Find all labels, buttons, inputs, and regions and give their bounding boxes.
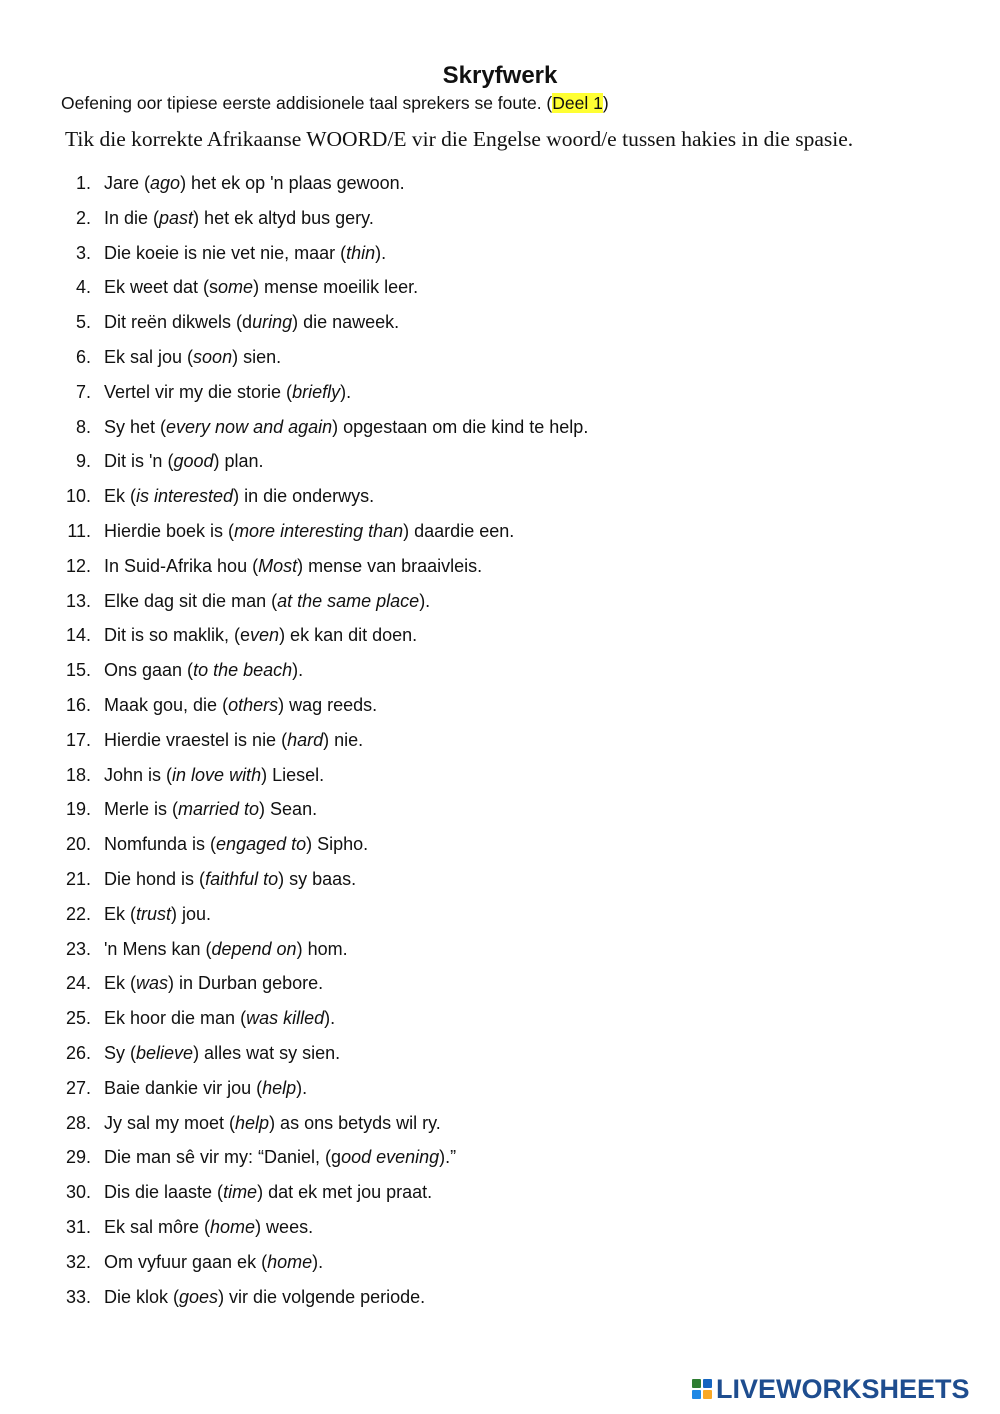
item-number: 1. [75, 173, 91, 193]
item-text-before: Ek sal môre ( [104, 1216, 211, 1237]
item-english-hint: in love with [172, 764, 262, 785]
item-text-after: ) mense van braaivleis. [297, 555, 483, 576]
item-number: 11. [67, 520, 91, 541]
item-text-before: Ek ( [104, 903, 137, 924]
item-english-hint: others [228, 694, 279, 715]
item-text-before: Die man sê vir my: “Daniel, (g [104, 1147, 342, 1168]
item-text-before: Ons gaan ( [104, 660, 194, 681]
item-number: 22. [65, 903, 91, 924]
item-text-before: Dit reën dikwels (d [104, 312, 253, 333]
item-text-after: ) wees. [255, 1216, 314, 1237]
item-text-before: Ek ( [104, 486, 137, 507]
instruction: Tik die korrekte Afrikaanse WOORD/E vir die Engelse woord/e tussen hakies in die spasie. [65, 127, 854, 151]
subtitle-end: ) [602, 93, 609, 113]
item-number: 12. [65, 555, 91, 576]
item-sentence [104, 1181, 432, 1203]
item-number: 10. [65, 486, 91, 507]
item-english-hint: past [159, 207, 194, 228]
item-english-hint: home [210, 1216, 256, 1237]
item-text-after: ) die naweek. [292, 312, 400, 333]
item-sentence [104, 450, 264, 472]
item-text-before: Elke dag sit die man ( [104, 590, 278, 611]
item-text-before: Maak gou, die ( [104, 694, 229, 715]
item-text-before: Dit is so maklik, (e [104, 625, 251, 646]
item-sentence [104, 276, 418, 298]
item-sentence [104, 798, 317, 820]
item-text-before: Sy het ( [104, 416, 167, 437]
item-english-hint: depend on [211, 938, 297, 959]
item-text-after: ). [419, 590, 431, 611]
subtitle-text: Oefening oor tipiese eerste addisionele taal sprekers se foute. ( [61, 93, 553, 113]
item-english-hint: more interesting than [234, 520, 404, 541]
item-text-after: ). [324, 1008, 336, 1029]
item-english-hint: soon [193, 346, 233, 367]
item-number: 5. [75, 312, 91, 333]
item-sentence [104, 381, 351, 403]
item-sentence [104, 485, 374, 507]
item-text-before: Sy ( [104, 1042, 137, 1063]
item-text-before: 'n Mens kan ( [104, 938, 212, 959]
item-number: 19. [65, 799, 91, 820]
item-text-after: ) het ek op 'n plaas gewoon. [180, 173, 405, 193]
item-english-hint: hard [287, 729, 324, 750]
item-number: 16. [65, 694, 91, 715]
item-text-before: Vertel vir my die storie ( [104, 381, 293, 402]
item-text-after: ) in die onderwys. [233, 486, 375, 507]
item-english-hint: at the same place [277, 590, 420, 611]
item-number: 23. [65, 938, 91, 959]
liveworksheets-logo [692, 1374, 970, 1404]
item-sentence [104, 833, 368, 855]
item-number: 4. [75, 277, 91, 298]
item-english-hint: goes [179, 1286, 219, 1307]
item-english-hint: to the beach [193, 660, 293, 681]
item-text-before: Dit is 'n ( [104, 451, 174, 472]
item-sentence [104, 520, 514, 542]
item-english-hint: trust [136, 903, 172, 924]
item-number: 24. [65, 973, 91, 994]
item-english-hint: Most [258, 555, 298, 576]
item-number: 20. [65, 834, 91, 855]
item-text-after: ). [296, 1077, 308, 1098]
item-sentence [104, 590, 430, 612]
item-text-after: ) hom. [296, 938, 348, 959]
item-english-hint: good [173, 451, 214, 472]
item-sentence [104, 555, 482, 577]
item-number: 33. [65, 1286, 91, 1307]
item-text-after: ) ek kan dit doen. [279, 625, 418, 646]
item-number: 14. [65, 625, 91, 646]
item-text-before: Jy sal my moet ( [104, 1112, 236, 1133]
item-sentence [104, 311, 399, 333]
item-text-after: ) vir die volgende periode. [218, 1286, 426, 1307]
item-english-hint: believe [136, 1042, 194, 1063]
brand-name: LIVEWORKSHEETS [716, 1374, 970, 1404]
item-text-before: John is ( [104, 764, 173, 785]
item-english-hint: every now and again [166, 416, 333, 437]
item-text-after: ). [375, 242, 387, 263]
item-text-after: ) jou. [171, 903, 212, 924]
item-sentence [104, 1286, 425, 1308]
item-text-after: ) in Durban gebore. [168, 973, 324, 994]
item-english-hint: married to [178, 799, 260, 820]
item-number: 30. [65, 1182, 91, 1203]
item-text-after: ) alles wat sy sien. [193, 1042, 341, 1063]
item-sentence [104, 207, 374, 229]
item-text-after: ). [340, 381, 352, 402]
item-text-after: ). [312, 1251, 324, 1272]
item-text-after: ) sy baas. [278, 868, 357, 889]
item-sentence [104, 1146, 456, 1168]
item-sentence [104, 346, 281, 368]
item-english-hint: was killed [246, 1008, 325, 1029]
item-sentence [104, 903, 211, 925]
item-text-before: Om vyfuur gaan ek ( [104, 1251, 268, 1272]
item-sentence [104, 659, 303, 681]
subtitle [61, 92, 609, 114]
item-text-before: Jare ( [104, 173, 151, 193]
item-number: 3. [75, 242, 91, 263]
item-text-after: ) wag reeds. [278, 694, 378, 715]
item-english-hint: briefly [292, 381, 341, 402]
item-sentence [104, 729, 363, 751]
item-text-after: ) dat ek met jou praat. [257, 1182, 433, 1203]
logo-grid-icon [692, 1379, 712, 1399]
item-sentence [104, 868, 356, 890]
item-text-before: Die koeie is nie vet nie, maar ( [104, 242, 347, 263]
item-text-before: Baie dankie vir jou ( [104, 1077, 263, 1098]
item-sentence [104, 242, 386, 264]
item-number: 32. [65, 1251, 91, 1272]
item-english-hint: help [262, 1077, 297, 1098]
item-number: 29. [65, 1147, 91, 1168]
item-sentence [104, 1007, 335, 1029]
item-text-before: Hierdie vraestel is nie ( [104, 729, 288, 750]
item-sentence [104, 1042, 340, 1064]
item-text-before: Ek weet dat (s [104, 277, 219, 298]
item-number: 7. [75, 381, 91, 402]
item-number: 26. [65, 1042, 91, 1063]
item-sentence [104, 416, 588, 438]
item-english-hint: ago [150, 173, 181, 193]
item-english-hint: ven [250, 625, 280, 646]
item-text-before: Nomfunda is ( [104, 834, 217, 855]
item-english-hint: thin [346, 242, 376, 263]
item-text-after: ) plan. [213, 451, 264, 472]
item-sentence [104, 972, 323, 994]
item-english-hint: is interested [136, 486, 234, 507]
item-sentence [104, 1251, 323, 1273]
item-text-after: ).” [439, 1147, 457, 1168]
item-number: 2. [75, 207, 91, 228]
item-english-hint: faithful to [205, 868, 279, 889]
item-text-after: ) het ek altyd bus gery. [193, 207, 374, 228]
item-number: 6. [75, 346, 91, 367]
page-title: Skryfwerk [442, 62, 558, 89]
item-text-after: ) opgestaan om die kind te help. [332, 416, 589, 437]
item-number: 15. [65, 660, 91, 681]
item-english-hint: uring [252, 312, 293, 333]
item-english-hint: was [136, 973, 169, 994]
item-english-hint: ome [218, 277, 254, 298]
item-text-after: ) daardie een. [403, 520, 515, 541]
item-sentence [104, 938, 348, 960]
item-number: 28. [65, 1112, 91, 1133]
item-text-before: Ek hoor die man ( [104, 1008, 247, 1029]
item-english-hint: home [267, 1251, 313, 1272]
item-text-before: Dis die laaste ( [104, 1182, 224, 1203]
item-text-before: In Suid-Afrika hou ( [104, 555, 259, 576]
item-sentence [104, 624, 417, 646]
item-text-before: Ek sal jou ( [104, 346, 194, 367]
item-sentence [104, 694, 377, 716]
item-english-hint: ood evening [341, 1147, 440, 1168]
item-number: 17. [65, 729, 91, 750]
item-text-before: Die klok ( [104, 1286, 180, 1307]
item-sentence [104, 1077, 307, 1099]
item-text-after: ) mense moeilik leer. [253, 277, 419, 298]
item-number: 8. [75, 416, 91, 437]
item-text-before: Die hond is ( [104, 868, 206, 889]
item-text-after: ) nie. [323, 729, 364, 750]
item-number: 21. [65, 868, 91, 889]
item-english-hint: time [223, 1182, 258, 1203]
item-number: 9. [75, 451, 91, 472]
item-sentence [104, 1216, 313, 1238]
item-text-after: ) Liesel. [261, 764, 325, 785]
item-sentence [104, 764, 324, 786]
item-number: 31. [65, 1216, 91, 1237]
item-english-hint: help [235, 1112, 270, 1133]
item-sentence [104, 172, 405, 194]
item-text-after: ) as ons betyds wil ry. [269, 1112, 441, 1133]
item-text-after: ) sien. [232, 346, 282, 367]
item-number: 18. [65, 764, 91, 785]
item-number: 27. [65, 1077, 91, 1098]
item-sentence [104, 1112, 441, 1134]
item-english-hint: engaged to [216, 834, 307, 855]
item-text-after: ) Sipho. [306, 834, 369, 855]
item-text-before: Hierdie boek is ( [104, 520, 235, 541]
item-number: 13. [65, 590, 91, 611]
item-text-before: Merle is ( [104, 799, 179, 820]
item-text-after: ) Sean. [259, 799, 318, 820]
item-text-before: In die ( [104, 207, 160, 228]
item-text-after: ). [292, 660, 304, 681]
item-text-before: Ek ( [104, 973, 137, 994]
item-number: 25. [65, 1008, 91, 1029]
subtitle-highlight: Deel 1 [552, 93, 603, 113]
